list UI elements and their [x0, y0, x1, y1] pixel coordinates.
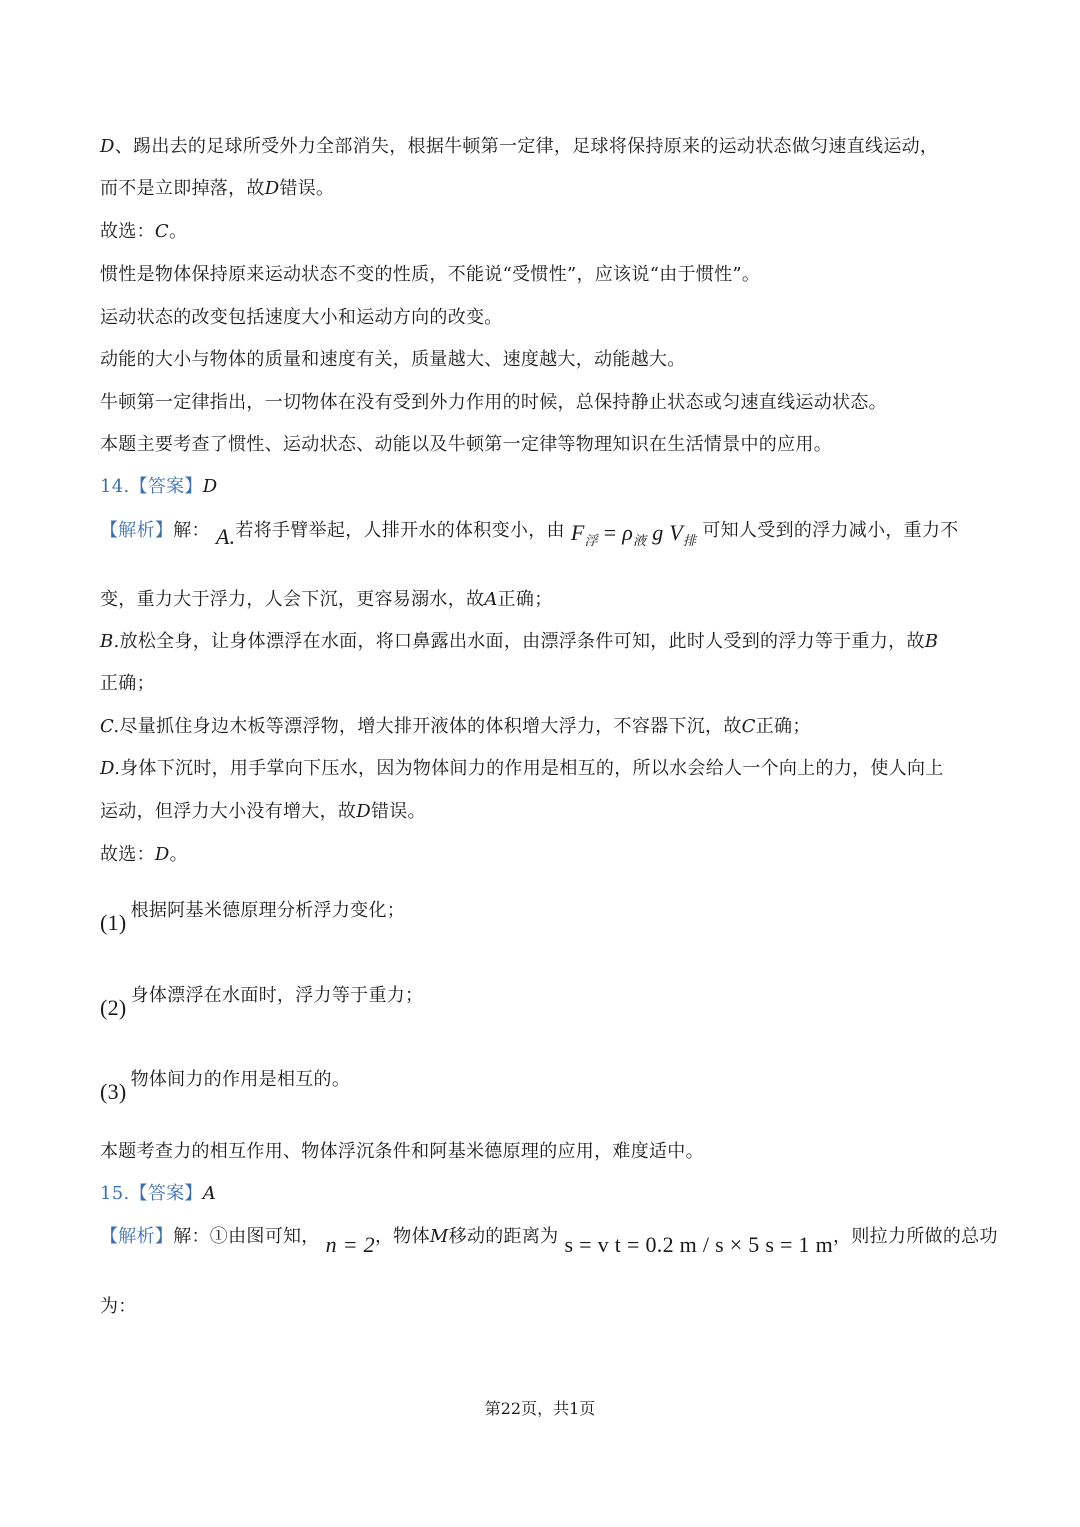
list-number: (1)	[100, 910, 127, 935]
paragraph-text: 解：①由图可知，	[173, 1226, 320, 1247]
formula-symbol: M	[429, 1226, 449, 1247]
paragraph-text: 运动，但浮力大小没有增大，故	[100, 801, 357, 822]
paragraph-text: 尽量抓住身边木板等漂浮物，增大排开液体的体积增大浮力，不容器下沉，故	[119, 716, 742, 737]
question-number: 15.	[100, 1183, 130, 1204]
text-line	[100, 756, 944, 782]
paragraph-text: ，物体	[375, 1226, 430, 1247]
analysis-line	[100, 1224, 998, 1258]
text-line	[100, 714, 811, 740]
paragraph-text: 变，重力大于浮力，人会下沉，更容易溺水，故	[100, 589, 485, 610]
paragraph-text: 牛顿第一定律指出，一切物体在没有受到外力作用的时候，总保持静止状态或匀速直线运动状态。	[100, 392, 887, 413]
paragraph-text: 本题主要考查了惯性、运动状态、动能以及牛顿第一定律等物理知识在生活情景中的应用。	[100, 434, 832, 455]
paragraph-text: ，则拉力所做的总功	[833, 1226, 998, 1247]
answer-label: 【答案】	[129, 476, 203, 497]
option-letter: A.	[215, 524, 236, 549]
formula-symbol: g V	[646, 520, 684, 545]
formula-subscript: 浮	[584, 533, 598, 548]
analysis-label: 【解析】	[100, 520, 174, 541]
option-letter: D	[264, 178, 280, 199]
option-letter: C	[741, 716, 756, 737]
list-number: (2)	[100, 995, 127, 1020]
list-item	[100, 1067, 350, 1105]
text-line	[100, 842, 188, 868]
analysis-line	[100, 518, 959, 554]
paragraph-text: 正确；	[100, 673, 155, 694]
buoyancy-formula	[570, 520, 697, 548]
formula-n: n = 2	[325, 1232, 375, 1257]
paragraph-text: 、踢出去的足球所受外力全部消失，根据牛顿第一定律，足球将保持原来的运动状态做匀速直线运动，	[114, 136, 939, 157]
text-line	[100, 219, 187, 245]
text-line	[100, 629, 938, 655]
paragraph-text: 错误。	[370, 801, 426, 822]
paragraph-text: 正确；	[755, 716, 811, 737]
selection-end: 。	[168, 221, 188, 242]
list-text: 物体间力的作用是相互的。	[130, 1069, 351, 1090]
answer-heading-15	[100, 1181, 216, 1207]
answer-heading-14	[100, 474, 217, 500]
selection-answer: D	[154, 844, 170, 865]
formula-symbol: F	[570, 520, 585, 545]
list-item	[100, 898, 405, 936]
selection-label: 故选：	[100, 221, 155, 242]
option-letter: D	[100, 136, 115, 157]
answer-label: 【答案】	[129, 1183, 203, 1204]
option-letter: B	[924, 631, 939, 652]
formula-symbol: ρ	[622, 520, 634, 545]
answer-value: A	[202, 1183, 217, 1204]
option-letter: C.	[100, 716, 120, 737]
option-letter: B.	[100, 631, 120, 652]
paragraph-text: 移动的距离为	[448, 1226, 559, 1247]
paragraph-text: 本题考查力的相互作用、物体浮沉条件和阿基米德原理的应用，难度适中。	[100, 1141, 704, 1162]
distance-formula: s = v t = 0.2 m / s × 5 s = 1 m	[564, 1232, 834, 1257]
paragraph-text: 动能的大小与物体的质量和速度有关，质量越大、速度越大，动能越大。	[100, 349, 686, 370]
paragraph-text: 放松全身，让身体漂浮在水面，将口鼻露出水面，由漂浮条件可知，此时人受到的浮力等于重力，故	[119, 631, 925, 652]
paragraph-text: 惯性是物体保持原来运动状态不变的性质，不能说“受惯性”，应该说“由于惯性”。	[100, 264, 761, 285]
text-line	[100, 134, 938, 160]
paragraph-text: 而不是立即掉落，故	[100, 178, 265, 199]
selection-end: 。	[169, 844, 188, 865]
paragraph-text: 错误。	[279, 178, 335, 199]
answer-value: D	[202, 476, 218, 497]
paragraph-text: 正确；	[497, 589, 553, 610]
formula-subscript: 排	[683, 533, 697, 548]
formula-operator: =	[597, 520, 623, 545]
paragraph-text: 可知人受到的浮力减小，重力不	[702, 520, 959, 541]
paragraph-text: 若将手臂举起，人排开水的体积变小，由	[235, 520, 565, 541]
option-letter: D.	[100, 758, 121, 779]
paragraph-text: 身体下沉时，用手掌向下压水，因为物体间力的作用是相互的，所以水会给人一个向上的力，使人向上	[120, 758, 944, 779]
selection-label: 故选：	[100, 844, 155, 865]
question-number: 14.	[100, 476, 130, 497]
paragraph-text: 解：	[173, 520, 210, 541]
option-letter: D	[356, 801, 371, 822]
list-text: 根据阿基米德原理分析浮力变化；	[130, 900, 406, 921]
selection-answer: C	[154, 221, 169, 242]
text-line	[100, 799, 426, 825]
list-item	[100, 983, 423, 1021]
formula-subscript: 液	[633, 533, 647, 548]
list-text: 身体漂浮在水面时，浮力等于重力；	[130, 985, 424, 1006]
page-footer: 第22页，共1页	[484, 1399, 596, 1418]
option-letter: A	[484, 589, 498, 610]
paragraph-text: 运动状态的改变包括速度大小和运动方向的改变。	[100, 307, 503, 328]
list-number: (3)	[100, 1079, 127, 1104]
text-line	[100, 587, 553, 613]
paragraph-text: 为：	[100, 1296, 137, 1317]
analysis-label: 【解析】	[100, 1226, 174, 1247]
text-line	[100, 176, 334, 202]
